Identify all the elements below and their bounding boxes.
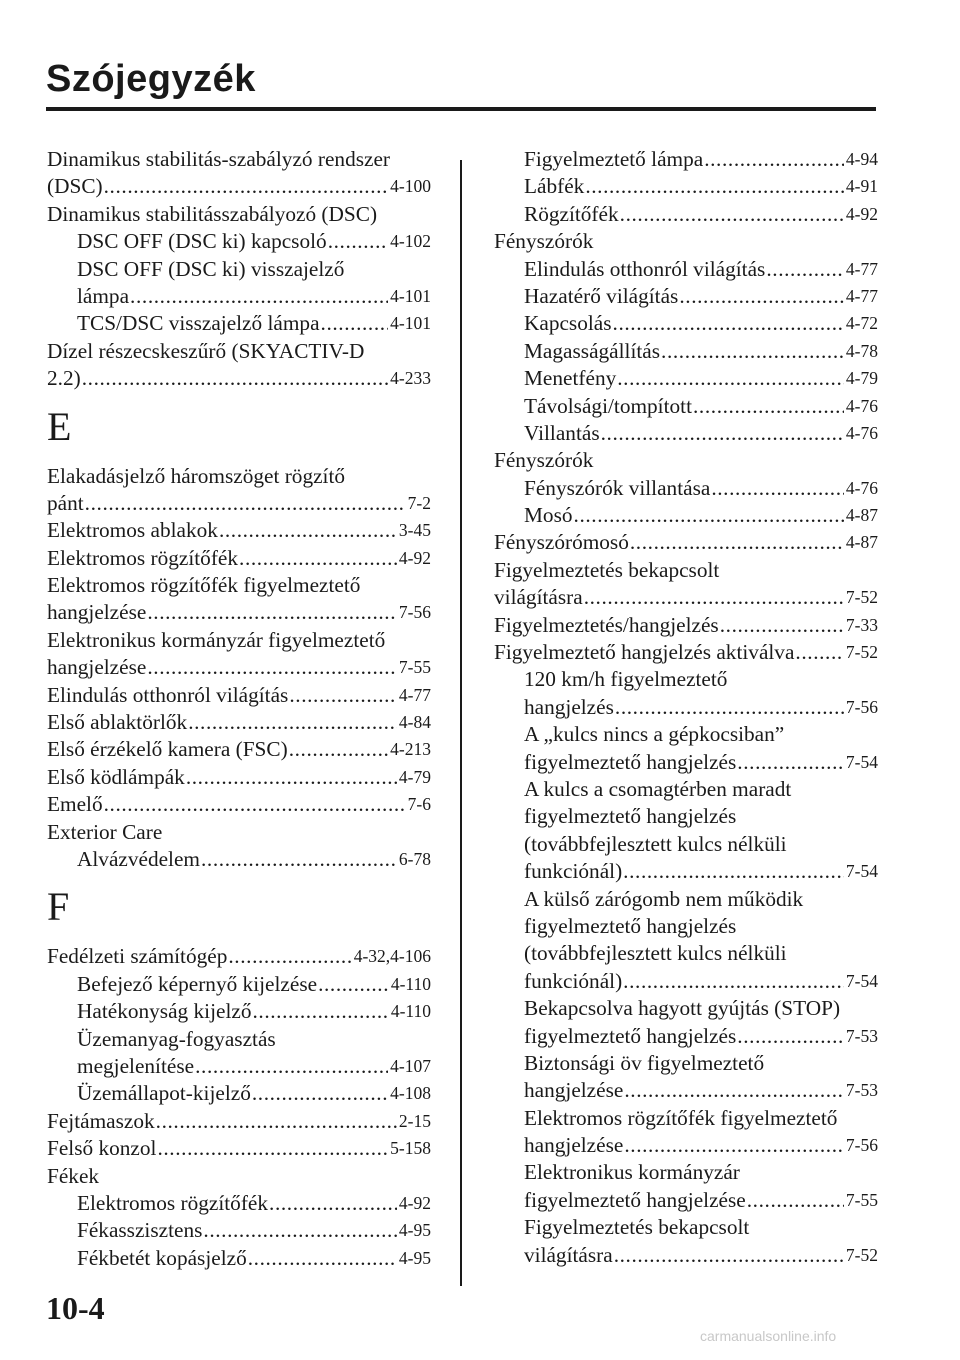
page-reference: 4-110 bbox=[390, 973, 431, 994]
index-entry-text: hangjelzése bbox=[524, 1133, 624, 1158]
index-entry-text: Mosó bbox=[524, 503, 573, 528]
page-reference: 4-92 bbox=[398, 1192, 431, 1213]
index-entry-text: világításra bbox=[494, 585, 583, 610]
page-reference: 7-52 bbox=[845, 1244, 878, 1265]
index-entry-text: (DSC) bbox=[47, 174, 103, 199]
index-subentry bbox=[494, 256, 878, 283]
index-entry bbox=[494, 612, 878, 639]
page-reference: 4-101 bbox=[390, 313, 431, 334]
page-reference: 7-54 bbox=[845, 751, 878, 772]
page-reference: 4-79 bbox=[845, 368, 878, 389]
page-reference: 4-76 bbox=[845, 422, 878, 443]
dot-leader bbox=[289, 736, 388, 763]
dot-leader bbox=[85, 490, 406, 517]
dot-leader bbox=[679, 283, 844, 310]
index-entry-text: pánt bbox=[47, 490, 84, 515]
dot-leader bbox=[195, 1053, 388, 1080]
index-entry bbox=[494, 584, 878, 611]
index-entry-text: Elektronikus kormányzár figyelmeztető bbox=[47, 627, 386, 652]
index-entry-text: Elektronikus kormányzár bbox=[524, 1160, 740, 1185]
page-reference: 7-53 bbox=[845, 1080, 878, 1101]
page-reference: 7-2 bbox=[407, 492, 431, 513]
index-subentry bbox=[47, 1026, 431, 1053]
index-subentry bbox=[47, 1190, 431, 1217]
index-entry-text: hangjelzése bbox=[524, 1078, 624, 1103]
index-entry bbox=[47, 365, 431, 392]
index-entry-text: Dinamikus stabilitásszabályozó (DSC) bbox=[47, 201, 378, 226]
index-subentry bbox=[494, 694, 878, 721]
index-subentry bbox=[494, 749, 878, 776]
index-entry-text: Biztonsági öv figyelmeztető bbox=[524, 1050, 765, 1075]
index-subentry bbox=[494, 886, 878, 913]
index-entry-text: Üzemanyag-fogyasztás bbox=[77, 1026, 276, 1051]
index-entry-text: Kapcsolás bbox=[524, 311, 612, 336]
page-reference: 7-55 bbox=[845, 1189, 878, 1210]
index-entry-text: Elektromos rögzítőfék bbox=[77, 1190, 269, 1215]
index-entry-text: figyelmeztető hangjelzés bbox=[524, 804, 737, 829]
index-subentry bbox=[494, 803, 878, 830]
dot-leader bbox=[661, 338, 844, 365]
page-reference: 4-101 bbox=[390, 285, 431, 306]
page-reference: 7-52 bbox=[845, 642, 878, 663]
index-entry-text: figyelmeztető hangjelzés bbox=[524, 749, 737, 774]
index-entry-text: A kulcs a csomagtérben maradt bbox=[524, 776, 792, 801]
index-entry bbox=[47, 490, 431, 517]
page-reference: 2-15 bbox=[398, 1110, 431, 1131]
index-entry-text: (továbbfejlesztett kulcs nélküli bbox=[524, 941, 787, 966]
index-subentry bbox=[47, 1245, 431, 1272]
index-subentry bbox=[494, 1105, 878, 1132]
index-entry-text: Bekapcsolva hagyott gyújtás (STOP) bbox=[524, 996, 841, 1021]
index-entry-text: Menetfény bbox=[524, 366, 617, 391]
index-entry-text: figyelmeztető hangjelzés bbox=[524, 1023, 737, 1048]
index-entry bbox=[494, 529, 878, 556]
page-reference: 4-87 bbox=[845, 532, 878, 553]
page-reference: 4-84 bbox=[398, 712, 431, 733]
index-entry-text: Lábfék bbox=[524, 174, 585, 199]
index-entry bbox=[47, 599, 431, 626]
section-letter: E bbox=[47, 403, 72, 449]
index-entry-text: Elektromos rögzítőfék figyelmeztető bbox=[47, 573, 361, 598]
index-column-left bbox=[47, 146, 431, 1272]
index-entry-text: Elindulás otthonról világítás bbox=[47, 682, 289, 707]
dot-leader bbox=[104, 173, 389, 200]
index-subentry bbox=[494, 995, 878, 1022]
page-reference: 7-52 bbox=[845, 587, 878, 608]
index-entry-text: világításra bbox=[524, 1242, 613, 1267]
page-reference: 7-54 bbox=[845, 970, 878, 991]
index-entry-text: hangjelzése bbox=[47, 655, 147, 680]
index-entry bbox=[47, 1108, 431, 1135]
dot-leader bbox=[795, 639, 844, 666]
index-subentry bbox=[494, 338, 878, 365]
page-reference: 4-102 bbox=[390, 231, 431, 252]
dot-leader bbox=[228, 943, 351, 970]
index-entry-text: funkciónál) bbox=[524, 859, 623, 884]
index-subentry bbox=[494, 365, 878, 392]
index-subentry bbox=[47, 1080, 431, 1107]
dot-leader bbox=[613, 310, 844, 337]
dot-leader bbox=[693, 393, 844, 420]
dot-leader bbox=[601, 420, 844, 447]
dot-leader bbox=[219, 517, 397, 544]
index-entry-text: A „kulcs nincs a gépkocsiban” bbox=[524, 722, 785, 747]
dot-leader bbox=[321, 310, 389, 337]
index-entry-text: Első érzékelő kamera (FSC) bbox=[47, 737, 288, 762]
page-reference: 4-32,4-106 bbox=[353, 946, 431, 967]
dot-leader bbox=[617, 365, 844, 392]
index-entry bbox=[494, 557, 878, 584]
index-entry-text: Fejtámaszok bbox=[47, 1108, 155, 1133]
index-entry-text: Dinamikus stabilitás-szabályzó rendszer bbox=[47, 147, 391, 171]
dot-leader bbox=[720, 612, 844, 639]
page-reference: 7-55 bbox=[398, 657, 431, 678]
index-subentry bbox=[494, 831, 878, 858]
index-entry-text: Első ablaktörlők bbox=[47, 710, 188, 735]
dot-leader bbox=[239, 545, 397, 572]
dot-leader bbox=[737, 749, 844, 776]
page-reference: 7-56 bbox=[845, 696, 878, 717]
index-subentry bbox=[47, 256, 431, 283]
page-title: Szójegyzék bbox=[46, 58, 256, 100]
index-entry-text: hangjelzés bbox=[524, 694, 614, 719]
index-subentry bbox=[494, 1050, 878, 1077]
index-subentry bbox=[494, 475, 878, 502]
index-subentry bbox=[494, 283, 878, 310]
dot-leader bbox=[203, 1217, 397, 1244]
index-entry-text: Első ködlámpák bbox=[47, 764, 185, 789]
index-subentry bbox=[494, 1132, 878, 1159]
dot-leader bbox=[574, 502, 844, 529]
page-reference: 4-95 bbox=[398, 1247, 431, 1268]
index-entry bbox=[47, 201, 431, 228]
page-reference: 4-94 bbox=[845, 149, 878, 169]
index-entry-text: Felső konzol bbox=[47, 1136, 157, 1161]
dot-leader bbox=[747, 1187, 844, 1214]
index-subentry bbox=[47, 998, 431, 1025]
page-reference: 4-213 bbox=[390, 739, 431, 760]
dot-leader bbox=[623, 858, 844, 885]
index-subentry bbox=[47, 1053, 431, 1080]
dot-leader bbox=[615, 694, 844, 721]
index-entry-text: Elektromos ablakok bbox=[47, 518, 218, 543]
page-reference: 6-78 bbox=[398, 848, 431, 869]
index-entry-text: Fényszórók bbox=[494, 229, 594, 254]
index-entry-text: figyelmeztető hangjelzése bbox=[524, 1187, 746, 1212]
index-entry-text: Hatékonyság kijelző bbox=[77, 999, 252, 1024]
index-subentry bbox=[494, 310, 878, 337]
column-divider bbox=[460, 160, 462, 1286]
page-reference: 4-107 bbox=[390, 1055, 431, 1076]
index-entry-text: Alvázvédelem bbox=[77, 846, 200, 871]
dot-leader bbox=[623, 968, 844, 995]
index-subentry bbox=[47, 310, 431, 337]
index-entry-text: Exterior Care bbox=[47, 819, 163, 844]
dot-leader bbox=[252, 998, 388, 1025]
index-subentry bbox=[494, 146, 878, 173]
dot-leader bbox=[630, 529, 844, 556]
index-entry-text: megjelenítése bbox=[77, 1053, 195, 1078]
index-entry-text: Figyelmeztető hangjelzés aktiválva bbox=[494, 640, 795, 665]
index-subentry bbox=[494, 1187, 878, 1214]
index-entry-text: DSC OFF (DSC ki) visszajelző bbox=[77, 256, 345, 281]
index-entry bbox=[47, 1163, 431, 1190]
index-entry-text: Figyelmeztetés/hangjelzés bbox=[494, 612, 719, 637]
index-entry-text: Elakadásjelző háromszöget rögzítő bbox=[47, 463, 346, 488]
dot-leader bbox=[584, 584, 844, 611]
index-entry-text: TCS/DSC visszajelző lámpa bbox=[77, 311, 320, 336]
dot-leader bbox=[624, 1132, 844, 1159]
index-subentry bbox=[494, 502, 878, 529]
index-subentry bbox=[494, 1242, 878, 1269]
page-reference: 4-79 bbox=[398, 766, 431, 787]
dot-leader bbox=[82, 365, 388, 392]
dot-leader bbox=[248, 1245, 397, 1272]
dot-leader bbox=[289, 682, 397, 709]
page-reference: 5-158 bbox=[390, 1138, 431, 1159]
index-entry-text: Figyelmeztetés bekapcsolt bbox=[494, 557, 720, 582]
dot-leader bbox=[624, 1077, 844, 1104]
index-entry-text: Villantás bbox=[524, 420, 600, 445]
index-entry-text: Elindulás otthonról világítás bbox=[524, 256, 766, 281]
index-entry-text: Elektromos rögzítőfék bbox=[47, 545, 239, 570]
index-entry-text: Fényszórómosó bbox=[494, 530, 629, 555]
index-entry bbox=[47, 517, 431, 544]
index-entry-text: Magasságállítás bbox=[524, 338, 661, 363]
dot-leader bbox=[104, 791, 406, 818]
page-reference: 4-233 bbox=[390, 368, 431, 389]
index-entry-text: (továbbfejlesztett kulcs nélküli bbox=[524, 831, 787, 856]
page-reference: 4-72 bbox=[845, 313, 878, 334]
dot-leader bbox=[130, 283, 388, 310]
index-entry bbox=[47, 764, 431, 791]
index-entry bbox=[494, 447, 878, 474]
dot-leader bbox=[585, 173, 844, 200]
index-subentry bbox=[494, 858, 878, 885]
index-subentry bbox=[47, 228, 431, 255]
page-reference: 7-33 bbox=[845, 614, 878, 635]
dot-leader bbox=[156, 1108, 397, 1135]
index-entry-text: Rögzítőfék bbox=[524, 201, 619, 226]
index-entry-text: A külső zárógomb nem működik bbox=[524, 886, 804, 911]
index-subentry bbox=[494, 1077, 878, 1104]
page-reference: 7-54 bbox=[845, 861, 878, 882]
index-subentry bbox=[494, 913, 878, 940]
page-reference: 4-76 bbox=[845, 477, 878, 498]
dot-leader bbox=[252, 1080, 388, 1107]
section-letter: F bbox=[47, 884, 70, 930]
page-reference: 4-77 bbox=[398, 684, 431, 705]
index-entry bbox=[47, 654, 431, 681]
index-entry bbox=[47, 736, 431, 763]
dot-leader bbox=[318, 971, 389, 998]
index-subentry bbox=[494, 1023, 878, 1050]
dot-leader bbox=[269, 1190, 397, 1217]
index-entry-text: Befejező képernyő kijelzése bbox=[77, 971, 318, 996]
page-reference: 4-76 bbox=[845, 395, 878, 416]
index-subentry bbox=[494, 666, 878, 693]
index-entry bbox=[494, 639, 878, 666]
dot-leader bbox=[188, 709, 397, 736]
index-entry bbox=[47, 709, 431, 736]
index-entry-text: 2.2) bbox=[47, 366, 81, 391]
index-subentry bbox=[494, 776, 878, 803]
index-subentry bbox=[47, 846, 431, 873]
index-entry-text: Fékasszisztens bbox=[77, 1218, 203, 1243]
index-entry-text: Figyelmeztető lámpa bbox=[524, 147, 704, 171]
index-subentry bbox=[494, 940, 878, 967]
index-entry bbox=[47, 463, 431, 490]
index-entry-text: lámpa bbox=[77, 283, 130, 308]
index-entry bbox=[47, 338, 431, 365]
index-entry-text: 120 km/h figyelmeztető bbox=[524, 667, 728, 692]
index-entry-text: hangjelzése bbox=[47, 600, 147, 625]
index-entry bbox=[47, 682, 431, 709]
index-entry-text: Emelő bbox=[47, 792, 103, 817]
page-reference: 7-53 bbox=[845, 1025, 878, 1046]
page-reference: 4-91 bbox=[845, 176, 878, 197]
index-entry-text: Figyelmeztetés bekapcsolt bbox=[524, 1215, 750, 1240]
page-reference: 4-78 bbox=[845, 340, 878, 361]
index-entry-text: Fényszórók bbox=[494, 448, 594, 473]
index-subentry bbox=[494, 721, 878, 748]
index-subentry bbox=[494, 968, 878, 995]
index-entry bbox=[47, 1135, 431, 1162]
dot-leader bbox=[766, 256, 844, 283]
dot-leader bbox=[147, 599, 397, 626]
index-entry-text: Hazatérő világítás bbox=[524, 283, 679, 308]
index-entry bbox=[47, 791, 431, 818]
index-subentry bbox=[47, 1217, 431, 1244]
dot-leader bbox=[186, 764, 397, 791]
index-subentry bbox=[494, 173, 878, 200]
page-reference: 4-77 bbox=[845, 285, 878, 306]
page-reference: 4-110 bbox=[390, 1001, 431, 1022]
index-subentry bbox=[47, 283, 431, 310]
dot-leader bbox=[620, 201, 844, 228]
page-reference: 7-6 bbox=[407, 794, 431, 815]
page-reference: 3-45 bbox=[398, 520, 431, 541]
index-column-right bbox=[494, 146, 878, 1269]
index-entry bbox=[47, 572, 431, 599]
index-subentry bbox=[494, 1214, 878, 1241]
page-reference: 4-77 bbox=[845, 258, 878, 279]
index-entry bbox=[494, 228, 878, 255]
page-reference: 4-100 bbox=[390, 176, 431, 197]
index-entry-text: DSC OFF (DSC ki) kapcsoló bbox=[77, 229, 327, 254]
index-entry-text: Fékek bbox=[47, 1163, 100, 1188]
index-entry bbox=[47, 146, 431, 173]
index-entry-text: Távolsági/tompított bbox=[524, 393, 692, 418]
dot-leader bbox=[328, 228, 388, 255]
page-reference: 7-56 bbox=[398, 602, 431, 623]
index-subentry bbox=[494, 393, 878, 420]
page-number: 10-4 bbox=[46, 1290, 105, 1326]
index-entry-text: Elektromos rögzítőfék figyelmeztető bbox=[524, 1105, 838, 1130]
index-entry-text: Fékbetét kopásjelző bbox=[77, 1245, 247, 1270]
page-reference: 7-56 bbox=[845, 1135, 878, 1156]
dot-leader bbox=[614, 1242, 844, 1269]
index-entry-text: Dízel részecskeszűrő (SKYACTIV-D bbox=[47, 338, 365, 363]
index-entry-text: Üzemállapot-kijelző bbox=[77, 1081, 251, 1106]
index-entry bbox=[47, 173, 431, 200]
index-entry bbox=[47, 627, 431, 654]
page-reference: 4-108 bbox=[390, 1083, 431, 1104]
index-entry-text: Fedélzeti számítógép bbox=[47, 944, 228, 969]
page-reference: 4-92 bbox=[845, 203, 878, 224]
dot-leader bbox=[147, 654, 397, 681]
index-entry-text: Fényszórók villantása bbox=[524, 475, 711, 500]
index-subentry bbox=[494, 201, 878, 228]
header-rule bbox=[46, 107, 876, 111]
index-entry-text: figyelmeztető hangjelzés bbox=[524, 913, 737, 938]
index-subentry bbox=[494, 420, 878, 447]
index-entry bbox=[47, 819, 431, 846]
dot-leader bbox=[704, 146, 844, 173]
index-entry bbox=[47, 943, 431, 970]
dot-leader bbox=[201, 846, 397, 873]
dot-leader bbox=[157, 1135, 388, 1162]
watermark: carmanualsonline.info bbox=[700, 1328, 837, 1344]
page-reference: 4-95 bbox=[398, 1220, 431, 1241]
dot-leader bbox=[711, 475, 844, 502]
page-reference: 4-87 bbox=[845, 505, 878, 526]
index-subentry bbox=[47, 971, 431, 998]
dot-leader bbox=[737, 1023, 844, 1050]
index-subentry bbox=[494, 1159, 878, 1186]
page-reference: 4-92 bbox=[398, 547, 431, 568]
index-entry-text: funkciónál) bbox=[524, 968, 623, 993]
index-entry bbox=[47, 545, 431, 572]
